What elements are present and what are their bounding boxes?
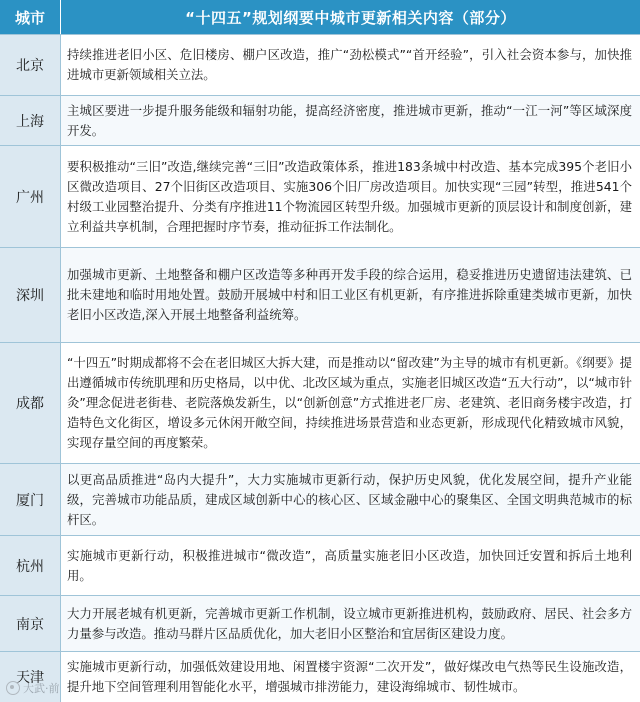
table-row	[0, 463, 640, 535]
row-city: 杭州	[0, 536, 61, 595]
row-content-text: 要积极推动“三旧”改造,继续完善“三旧”改造政策体系，推进183条城中村改造、基本完成395个老旧小区微改造项目、27个旧街区改造项目、实施306个旧厂房改造项目。加快实现“三园”转型，推进541个村级工业园整治提升、分类有序推进11个物流园区转型升级。加强城市更新的顶层设计和制度创新，建立利益共享机制，合理把握时序节奏，推动征拆工作法制化。	[67, 158, 632, 234]
table-row	[0, 95, 640, 145]
table-header	[0, 0, 640, 34]
row-city: 厦门	[0, 464, 61, 535]
row-content-text: 持续推进老旧小区、危旧楼房、棚户区改造，推广“劲松模式”“首开经验”，引入社会资本参与，加快推进城市更新领域相关立法。	[67, 47, 632, 82]
row-content	[61, 464, 640, 535]
row-content-text: 实施城市更新行动，积极推进城市“微改造”，高质量实施老旧小区改造，加快回迁安置和拆后土地利用。	[67, 547, 632, 583]
row-content-text: 大力开展老城有机更新，完善城市更新工作机制，设立城市更新推进机构，鼓励政府、居民、社会多方力量参与改造。推动马群片区品质优化，加大老旧小区整治和宜居街区建设力度。	[67, 605, 632, 641]
row-content	[61, 35, 640, 95]
row-content	[61, 536, 640, 595]
table-row	[0, 342, 640, 463]
row-city: 上海	[0, 96, 61, 145]
row-city: 天津	[0, 652, 61, 702]
row-content	[61, 248, 640, 342]
table-row	[0, 34, 640, 95]
row-content	[61, 652, 640, 702]
row-content	[61, 146, 640, 247]
row-content-text: “十四五”时期成都将不会在老旧城区大拆大建，而是推动以“留改建”为主导的城市有机更新。《纲要》提出遵循城市传统肌理和历史格局，以中优、北改区域为重点，实施老旧城区改造“五大行动”，以“城市针灸”理念促进老街巷、老院落焕发新生，以“创新创意”方式推进老厂房、老建筑、老旧商务楼宇改造，打造特色文化街区，增设多元休闲开敞空间，持续推进场景营造和业态更新，形成现代化精致城市风貌，实现存量空间的再度繁荣。	[67, 355, 632, 450]
row-content-text: 实施城市更新行动，加强低效建设用地、闲置楼宇资源“二次开发”，做好煤改电气热等民生设施改造，提升地下空间管理利用智能化水平，增强城市排涝能力，建设海绵城市、韧性城市。	[67, 659, 632, 694]
watermark	[6, 680, 60, 696]
row-content	[61, 96, 640, 145]
row-content	[61, 343, 640, 463]
row-content-text: 以更高品质推进“岛内大提升”，大力实施城市更新行动，保护历史风貌，优化发展空间，提升产业能级，完善城市功能品质，建成区域创新中心的核心区、区域金融中心的聚集区、全国文明典范城市的标杆区。	[67, 471, 632, 527]
row-city: 北京	[0, 35, 61, 95]
table-title: “十四五”规划纲要中城市更新相关内容（部分）	[185, 8, 516, 27]
row-city: 广州	[0, 146, 61, 247]
table-row	[0, 595, 640, 651]
row-city: 南京	[0, 596, 61, 651]
row-city: 深圳	[0, 248, 61, 342]
table-row	[0, 535, 640, 595]
watermark-text: 大武·前	[23, 682, 60, 695]
header-city-label: 城市	[0, 0, 61, 34]
row-content	[61, 596, 640, 651]
table-row	[0, 651, 640, 702]
watermark-icon	[6, 681, 20, 695]
table-row	[0, 247, 640, 342]
table-row	[0, 145, 640, 247]
row-city: 成都	[0, 343, 61, 463]
row-content-text: 加强城市更新、土地整备和棚户区改造等多种再开发手段的综合运用，稳妥推进历史遗留违法建筑、已批未建地和临时用地处置。鼓励开展城中村和旧工业区有机更新，有序推进拆除重建类城市更新，加快老旧小区改造,深入开展土地整备利益统筹。	[67, 267, 632, 322]
row-content-text: 主城区要进一步提升服务能级和辐射功能，提高经济密度，推进城市更新，推动“一江一河”等区域深度开发。	[67, 102, 632, 138]
